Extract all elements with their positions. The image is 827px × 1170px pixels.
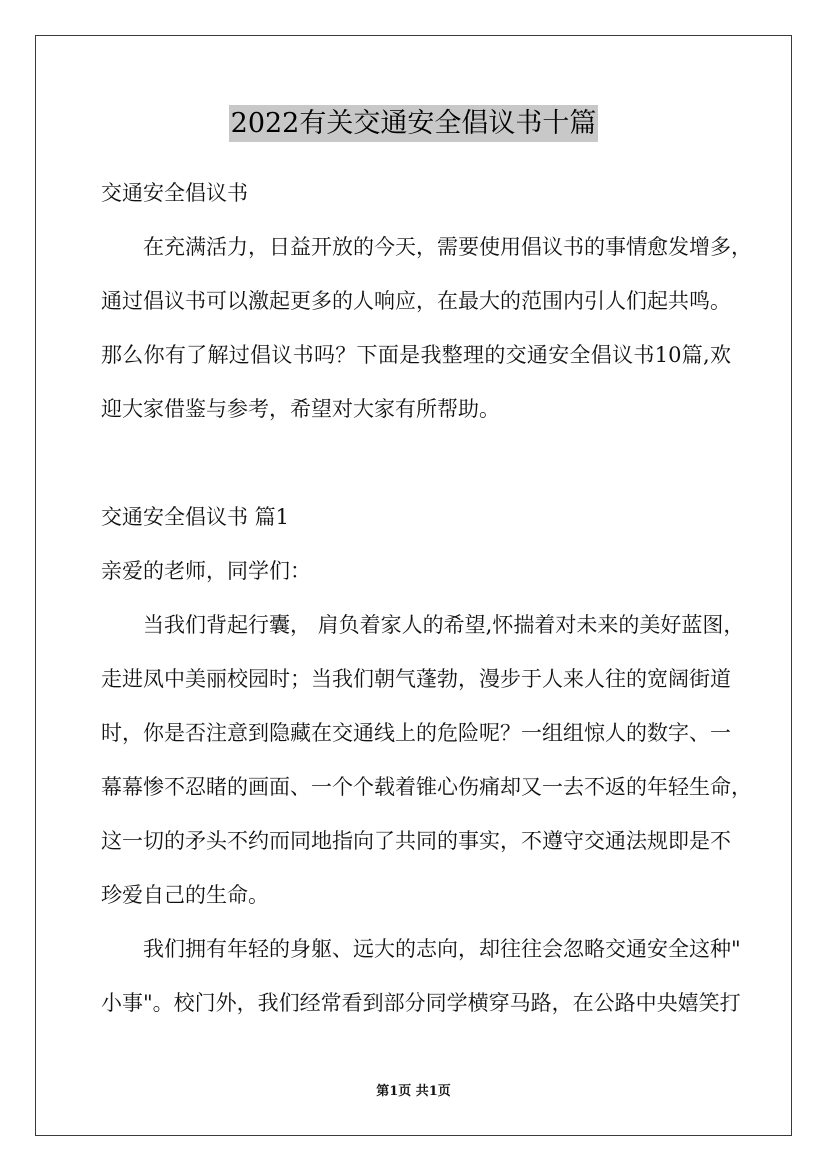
text-line: 时，你是否注意到隐藏在交通线上的危险呢？一组组惊人的数字、一 [101, 721, 731, 745]
text-line: 珍爱自己的生命。 [101, 883, 269, 907]
document-body [101, 166, 752, 1030]
text-line: 幕幕惨不忍睹的画面、一个个载着锥心伤痛却又一去不返的年轻生命， [101, 775, 752, 799]
text-line: 小事"。校门外，我们经常看到部分同学横穿马路，在公路中央嬉笑打 [101, 991, 741, 1015]
text-line: 这一切的矛头不约而同地指向了共同的事实，不遵守交通法规即是不 [101, 829, 731, 853]
text-line: 在充满活力，日益开放的今天，需要使用倡议书的事情愈发增多， [143, 235, 752, 259]
text-line: 通过倡议书可以激起更多的人响应，在最大的范围内引人们起共鸣。 [101, 289, 731, 313]
text-line: 走进凤中美丽校园时；当我们朝气蓬勃，漫步于人来人往的宽阔街道 [101, 667, 731, 691]
page-footer: 第1页 共1页 [376, 1084, 451, 1099]
intro-heading: 交通安全倡议书 [101, 181, 248, 205]
section-heading: 交通安全倡议书 篇1 [101, 505, 290, 529]
blank-line [101, 436, 731, 490]
title-area [0, 105, 827, 142]
text-line: 当我们背起行囊， 肩负着家人的希望,怀揣着对未来的美好蓝图， [143, 613, 745, 637]
text-line: 那么你有了解过倡议书吗？下面是我整理的交通安全倡议书10篇,欢 [101, 343, 731, 367]
document-title: 2022有关交通安全倡议书十篇 [229, 105, 599, 142]
text-line: 迎大家借鉴与参考，希望对大家有所帮助。 [101, 397, 500, 421]
greeting-line: 亲爱的老师，同学们： [101, 559, 311, 583]
text-line: 我们拥有年轻的身躯、远大的志向，却往往会忽略交通安全这种" [143, 937, 741, 961]
